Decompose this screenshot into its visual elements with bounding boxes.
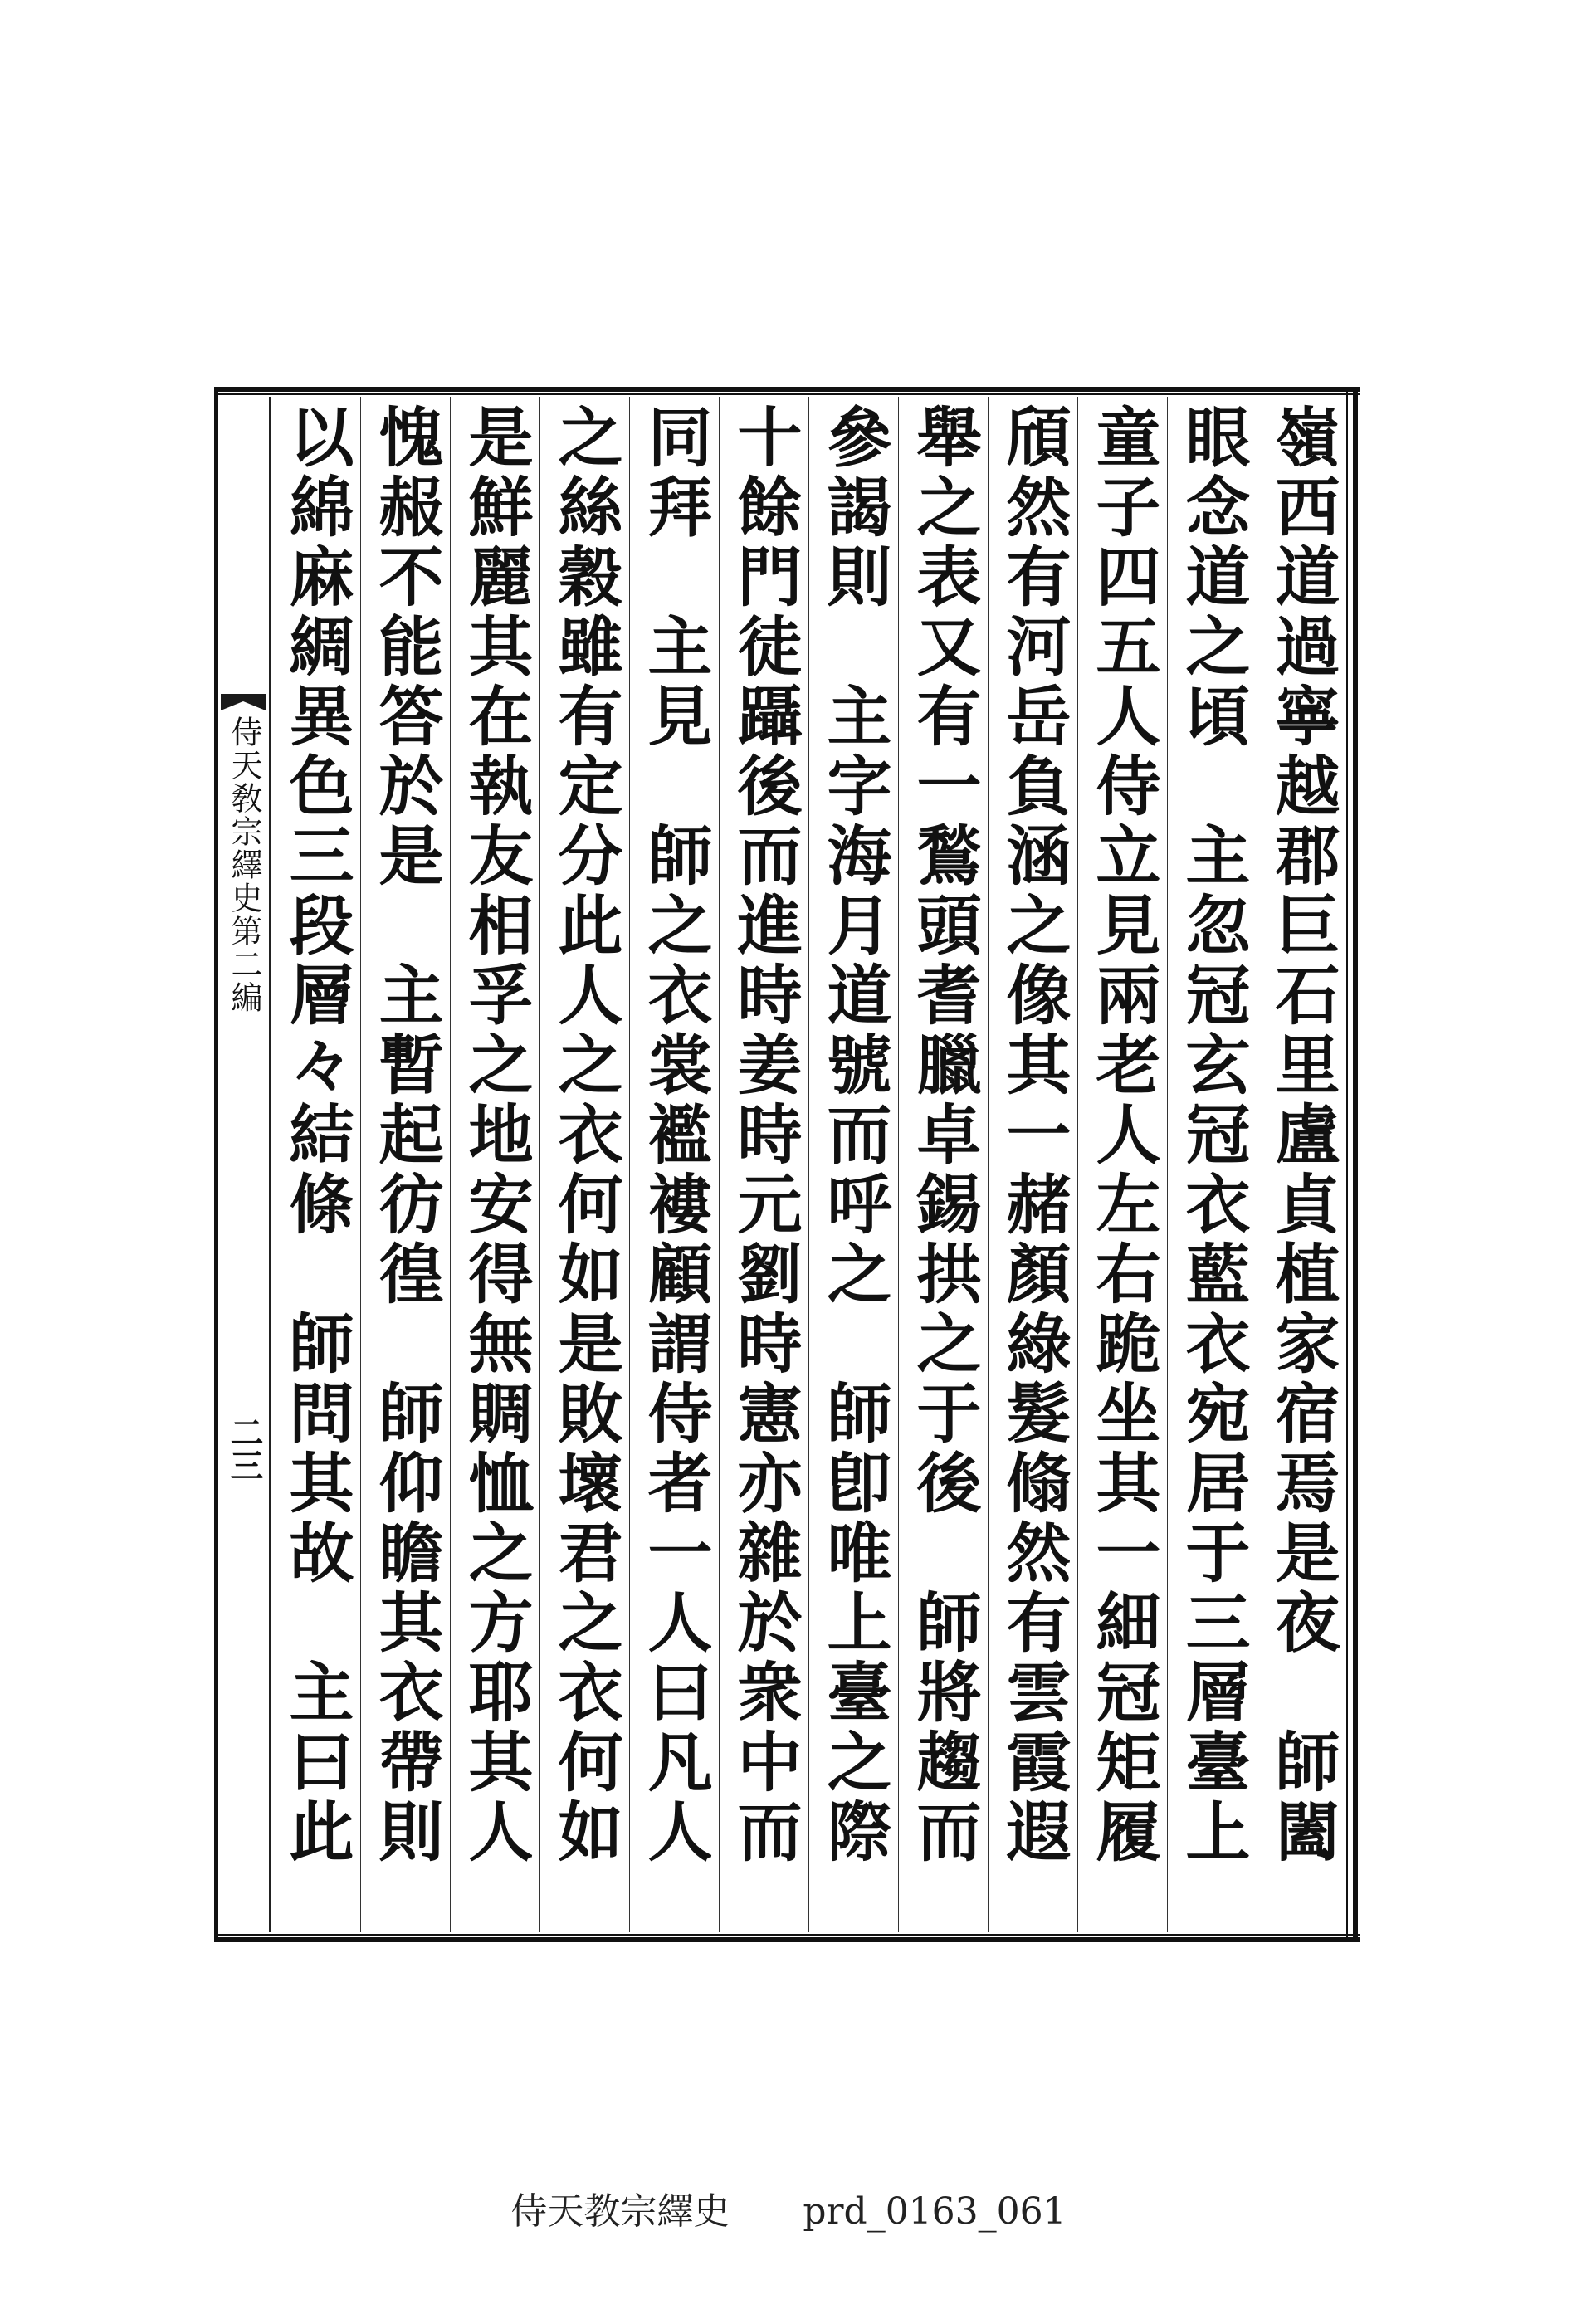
column-text: 之絲穀雖有定分此人之衣何如是敗壞君之衣何如	[547, 403, 623, 1868]
column-text: 是鮮麗其在執友相孚之地安得無賙恤之方耶其人	[457, 403, 534, 1868]
text-column	[271, 397, 360, 1932]
column-text: 童子四五人侍立見兩老人左右跪坐其一細冠矩履	[1085, 403, 1161, 1868]
margin-title: 侍天敎宗繹史第二編	[226, 715, 262, 1014]
column-text: 頎然有河岳負涵之像其一赭顏綠髮翛然有雲霞遐	[995, 403, 1072, 1868]
footer-caption: 侍天教宗繹史 prd_0163_061	[510, 2190, 1067, 2233]
text-column	[988, 397, 1077, 1932]
text-column	[1077, 397, 1167, 1932]
folio-number: 二三	[225, 1415, 264, 1482]
text-column	[1167, 397, 1257, 1932]
page-margin-strip	[221, 397, 271, 1932]
column-text: 參謁則 主字海月道號而呼之 師卽唯上臺之際	[816, 403, 892, 1868]
text-column	[808, 397, 898, 1932]
text-column	[1257, 397, 1346, 1932]
column-text: 舉之表又有一鶖頭耆臘卓錫拱之于後 師將趨而	[906, 403, 982, 1868]
frame-top-border	[217, 387, 1360, 395]
text-column	[719, 397, 808, 1932]
column-text: 十餘門徒躡後而進時姜時元劉時憲亦雜於衆中而	[726, 403, 803, 1868]
text-column	[360, 397, 450, 1932]
column-text: 眼念道之頃 主忽冠玄冠衣藍衣宛居于三層臺上	[1174, 403, 1251, 1868]
text-column	[629, 397, 719, 1932]
text-column	[450, 397, 540, 1932]
column-text: 愧赧不能答於是 主暫起彷徨 師仰瞻其衣帶則	[368, 403, 444, 1868]
text-column	[898, 397, 988, 1932]
frame-right-border	[1346, 387, 1358, 1942]
column-text: 同拜 主見 師之衣裳襤褸顧謂侍者一人曰凡人	[637, 403, 713, 1868]
column-text: 嶺西道過寧越郡巨石里盧貞植家宿焉是夜 師闔	[1264, 403, 1340, 1868]
frame-bottom-border	[217, 1934, 1360, 1942]
column-text: 以綿麻綢異色三段層々結條 師問其故 主曰此	[278, 403, 354, 1868]
frame-left-border	[214, 387, 221, 1942]
text-column	[540, 397, 629, 1932]
